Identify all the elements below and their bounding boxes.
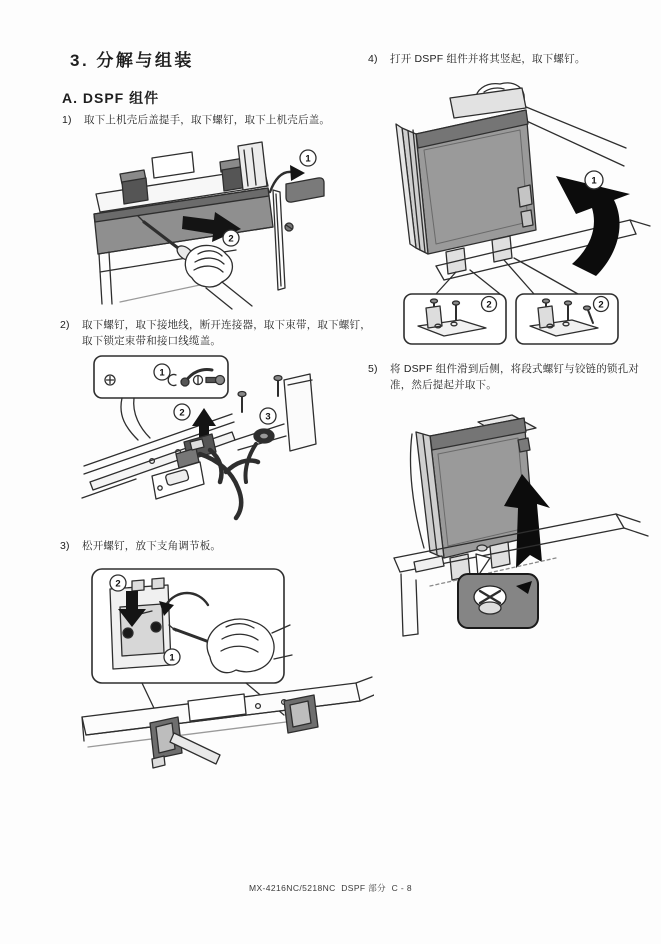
step-4-number: 4) [368, 53, 378, 65]
callout-1-label: 1 [169, 652, 175, 664]
hinge-tower [238, 142, 267, 190]
callout-1-label: 1 [591, 175, 597, 187]
hand-illustration [185, 245, 252, 309]
screw-head-icon [105, 375, 115, 385]
screw-vertical-2 [274, 376, 282, 397]
hinge-left [120, 170, 148, 204]
figure-step5-illustration [386, 396, 654, 658]
top-flap [152, 152, 194, 178]
step-2 [60, 317, 372, 350]
dspf-unit [396, 110, 536, 274]
page-footer: MX-4216NC/5218NC DSPF 部分 C - 8 [248, 883, 412, 893]
screw-icon [206, 376, 225, 385]
step-1-text: 取下上机壳后盖提手，取下螺钉，取下上机壳后盖。 [84, 114, 331, 126]
figure-step2-illustration [80, 350, 332, 536]
screw-icon [285, 223, 293, 231]
callout-2-label: 2 [115, 578, 121, 590]
callout-2-label: 2 [228, 233, 234, 245]
adjustment-plate [110, 578, 171, 669]
interface-cover [152, 462, 204, 499]
callout-1-label: 1 [305, 153, 311, 165]
step-5 [368, 361, 658, 394]
callout-wedge [476, 554, 490, 576]
page-title: 3. 分解与组装 [70, 51, 194, 70]
step-5-text: 将 DSPF 组件滑到后侧，将段式螺钉与铰链的锁孔对准，然后提起并取下。 [390, 363, 640, 392]
step-2-number: 2) [60, 319, 70, 331]
step-screw-position [477, 545, 487, 551]
screw-vertical-1 [238, 392, 246, 413]
figure-step4-illustration [392, 80, 658, 350]
step-5-number: 5) [368, 363, 378, 375]
callout-2a-label: 2 [486, 299, 492, 311]
callout-3-label: 3 [265, 411, 271, 423]
step-4 [368, 51, 656, 67]
step-1 [62, 112, 362, 128]
hinge-right [284, 695, 318, 733]
callout-1-label: 1 [159, 367, 165, 379]
step-2-text: 取下螺钉，取下接地线，断开连接器，取下束带，取下螺钉，取下锁定束带和接口线缆盖。 [82, 319, 371, 348]
raise-arrow [556, 176, 630, 276]
callout-2-label: 2 [179, 407, 185, 419]
cable-grommet [245, 429, 274, 482]
step-3-number: 3) [60, 540, 70, 552]
step-screw-callout [458, 574, 538, 628]
step-1-number: 1) [62, 114, 72, 126]
handle-piece [286, 178, 324, 202]
step-3-text: 松开螺钉，放下支角调节板。 [82, 540, 222, 552]
callout-2b-label: 2 [598, 299, 604, 311]
step-4-text: 打开 DSPF 组件并将其竖起，取下螺钉。 [390, 53, 586, 65]
figure-step1-illustration [86, 130, 346, 312]
figure-step3-illustration [76, 565, 374, 771]
section-heading: A. DSPF 组件 [62, 90, 160, 106]
step-3 [60, 538, 360, 554]
